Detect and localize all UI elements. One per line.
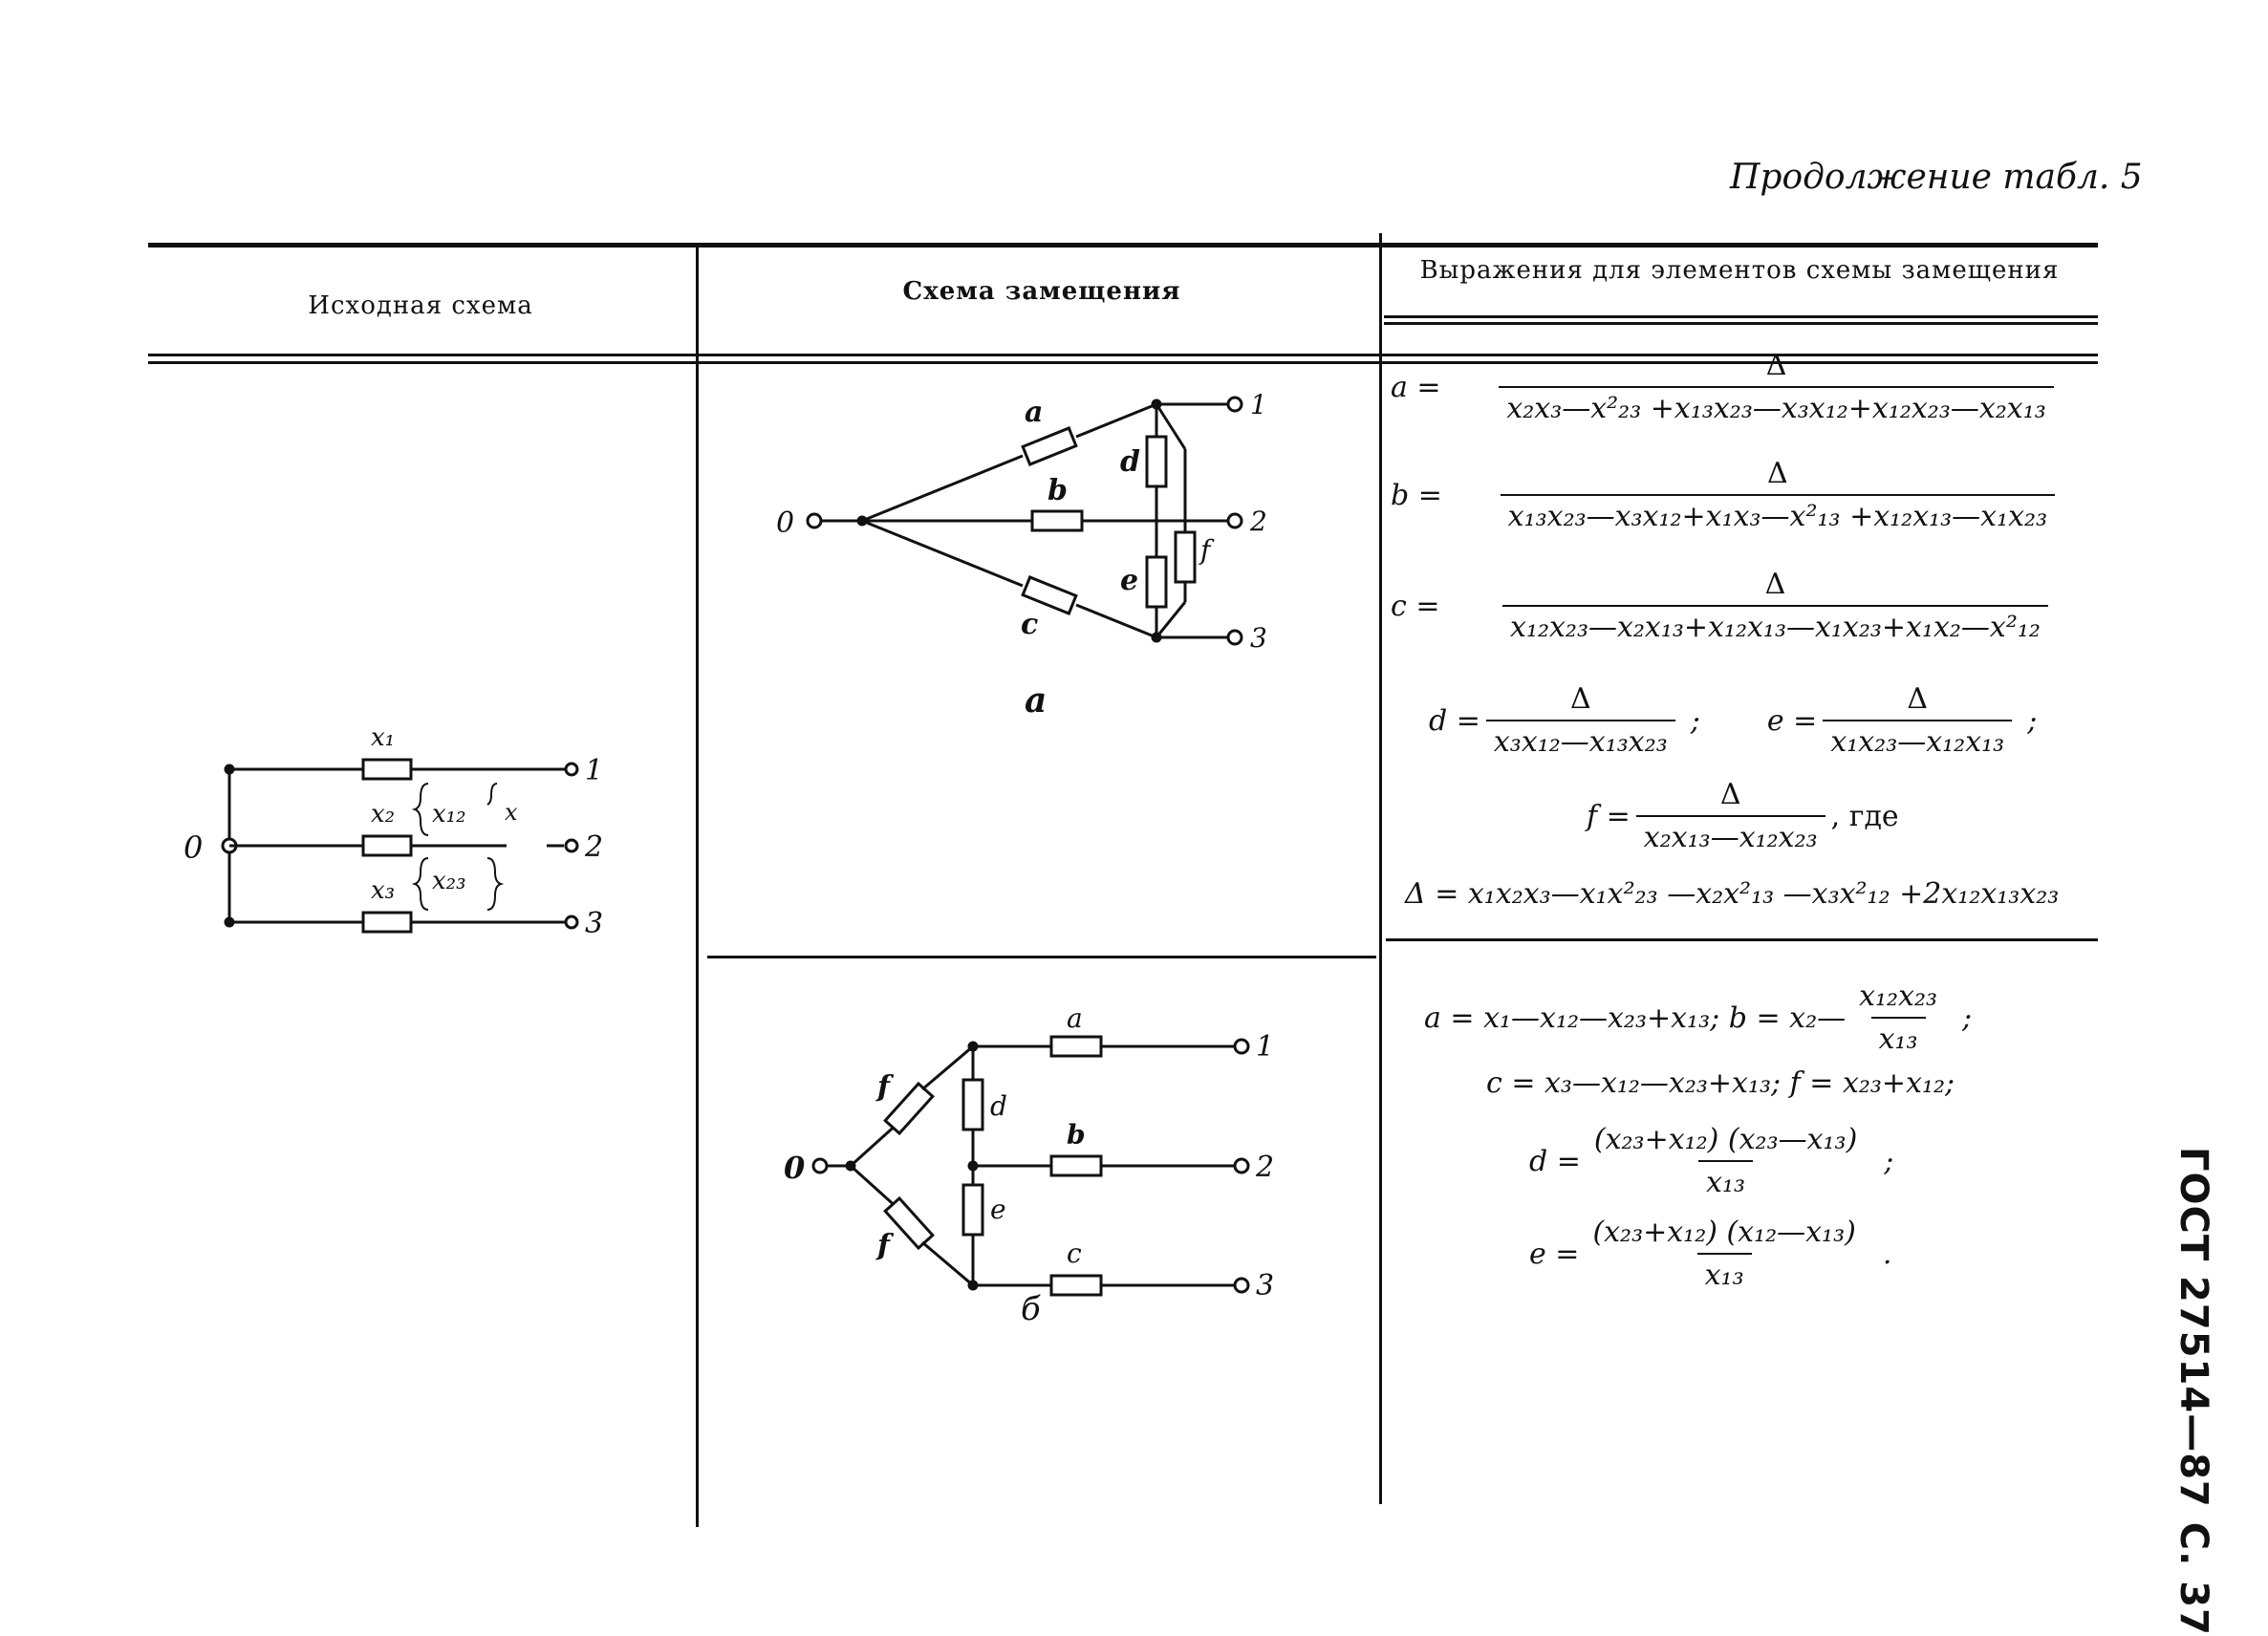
formula-e-numerator: Δ <box>1907 682 1929 716</box>
circuit-b-label-a: a <box>1067 1008 1083 1034</box>
formula-b <box>1391 457 2113 533</box>
source-terminal-3: 3 <box>585 907 604 940</box>
circuit-a-label-f: f <box>1200 534 1211 566</box>
continuation-caption: Продолжение табл. 5 <box>1730 158 2143 197</box>
column-divider-2 <box>1379 233 1382 1504</box>
formula-c-numerator: Δ <box>1764 568 1786 601</box>
formula-b-e-denominator: x₁₃ <box>1697 1253 1752 1292</box>
source-label-x: x <box>505 799 518 826</box>
circuit-a-label-b: b <box>1048 474 1068 507</box>
col3-header-rule-2 <box>1384 322 2098 325</box>
circuit-b-label-e: e <box>990 1194 1006 1225</box>
circuit-b-label-f-bottom: f <box>877 1229 890 1262</box>
circuit-a-label-d: d <box>1120 445 1140 479</box>
circuit-b-label-d: d <box>990 1090 1007 1122</box>
standard-side-label: ГОСТ 27514—87 С. 37 <box>2171 1147 2215 1636</box>
formula-f-lhs: f = <box>1587 799 1631 833</box>
formula-e-lhs: e = <box>1766 703 1818 738</box>
formula-a-denominator: x₂x₃—x²₂₃ +x₁₃x₂₃—x₃x₁₂+x₁₂x₂₃—x₂x₁₃ <box>1499 386 2053 425</box>
formula-e-separator: ; <box>2027 703 2038 738</box>
formula-b-d <box>1529 1123 1893 1199</box>
header-source-scheme: Исходная схема <box>308 291 533 320</box>
circuit-a-caption: а <box>1025 680 1048 721</box>
formula-d-separator: ; <box>1690 703 1700 738</box>
circuit-a-diagram <box>765 377 1281 741</box>
formula-b-denominator: x₁₃x₂₃—x₃x₁₂+x₁x₃—x²₁₃ +x₁₂x₁₃—x₁x₂₃ <box>1501 494 2055 533</box>
formula-c-lhs: c = <box>1391 589 1440 623</box>
circuit-a-node-0: 0 <box>776 506 795 540</box>
formula-f-denominator: x₂x₁₃—x₁₂x₂₃ <box>1636 815 1825 854</box>
circuit-a-label-e: e <box>1120 564 1139 597</box>
column-divider-1 <box>696 247 699 1527</box>
formula-b-b-numerator: x₁₂x₂₃ <box>1859 979 1938 1013</box>
formula-b-b-separator: ; <box>1962 1001 1973 1035</box>
formula-b-d-lhs: d = <box>1529 1144 1581 1178</box>
row-divider-middle <box>707 956 1376 958</box>
formula-delta: Δ = x₁x₂x₃—x₁x²₂₃ —x₂x²₁₃ —x₃x²₁₂ +2x₁₂x₁₃x₂₃ <box>1405 877 2060 911</box>
circuit-a-terminal-1: 1 <box>1250 389 1267 420</box>
formula-b-numerator: Δ <box>1767 457 1788 490</box>
formula-b-line2: c = x₃—x₁₂—x₂₃+x₁₃; f = x₂₃+x₁₂; <box>1486 1066 1955 1100</box>
source-label-x2: x₂ <box>371 800 396 829</box>
circuit-a-label-a: a <box>1025 396 1044 429</box>
formula-d-numerator: Δ <box>1569 682 1591 716</box>
circuit-b-label-c: c <box>1067 1238 1082 1269</box>
circuit-b-label-f-top: f <box>877 1070 890 1104</box>
formula-b-e-separator: . <box>1882 1237 1892 1271</box>
row-divider-right <box>1386 938 2098 941</box>
formula-a-numerator: Δ <box>1765 349 1787 382</box>
formula-c-denominator: x₁₂x₂₃—x₂x₁₃+x₁₂x₁₃—x₁x₂₃+x₁x₂—x²₁₂ <box>1502 605 2048 644</box>
source-node-0: 0 <box>184 829 204 866</box>
formula-b-line1 <box>1424 979 1972 1056</box>
source-label-x12: x₁₂ <box>432 800 466 829</box>
formula-c <box>1391 568 2110 644</box>
header-expressions: Выражения для элементов схемы замещения <box>1419 256 2060 285</box>
circuit-a-terminal-3: 3 <box>1250 622 1267 654</box>
formula-b-e-numerator: (x₂₃+x₁₂) (x₁₂—x₁₃) <box>1592 1216 1856 1249</box>
formula-b-line1-text: a = x₁—x₁₂—x₂₃+x₁₃; b = x₂— <box>1424 1001 1847 1035</box>
formula-a-lhs: a = <box>1391 370 1441 404</box>
col3-header-rule <box>1384 315 2098 318</box>
formula-f-numerator: Δ <box>1719 778 1741 811</box>
table-top-rule <box>148 243 2098 248</box>
circuit-a-terminal-2: 2 <box>1250 506 1267 537</box>
formula-d-denominator: x₃x₁₂—x₁₃x₂₃ <box>1486 720 1675 759</box>
circuit-b-terminal-3: 3 <box>1256 1269 1275 1302</box>
circuit-b-diagram <box>765 1008 1281 1333</box>
circuit-a-label-c: c <box>1021 608 1039 641</box>
formula-e-denominator: x₁x₂₃—x₁₂x₁₃ <box>1823 720 2012 759</box>
formula-a <box>1391 349 2112 425</box>
circuit-b-terminal-2: 2 <box>1256 1151 1275 1184</box>
formula-b-e-lhs: e = <box>1529 1237 1580 1271</box>
formula-b-d-separator: ; <box>1884 1144 1894 1178</box>
source-label-x23: x₂₃ <box>432 867 466 895</box>
circuit-b-node-0: 0 <box>784 1150 806 1186</box>
formula-d-e <box>1429 682 2037 759</box>
formula-b-e <box>1529 1216 1891 1292</box>
formula-b-d-denominator: x₁₃ <box>1698 1160 1753 1199</box>
formula-f-tail: , где <box>1830 799 1899 833</box>
circuit-b-label-b: b <box>1067 1119 1086 1151</box>
source-terminal-2: 2 <box>585 830 604 864</box>
circuit-b-caption: б <box>1021 1290 1041 1328</box>
circuit-b-terminal-1: 1 <box>1256 1030 1275 1064</box>
source-terminal-1: 1 <box>585 754 604 787</box>
formula-d-lhs: d = <box>1429 703 1480 738</box>
formula-b-d-numerator: (x₂₃+x₁₂) (x₂₃—x₁₃) <box>1593 1123 1858 1156</box>
source-label-x3: x₃ <box>371 876 396 905</box>
formula-b-b-denominator: x₁₃ <box>1871 1017 1926 1056</box>
header-equivalent-scheme: Схема замещения <box>902 277 1181 306</box>
source-circuit-diagram <box>172 707 621 956</box>
formula-f <box>1587 778 1899 854</box>
formula-b-lhs: b = <box>1391 478 1442 512</box>
source-label-x1: x₁ <box>371 723 396 752</box>
